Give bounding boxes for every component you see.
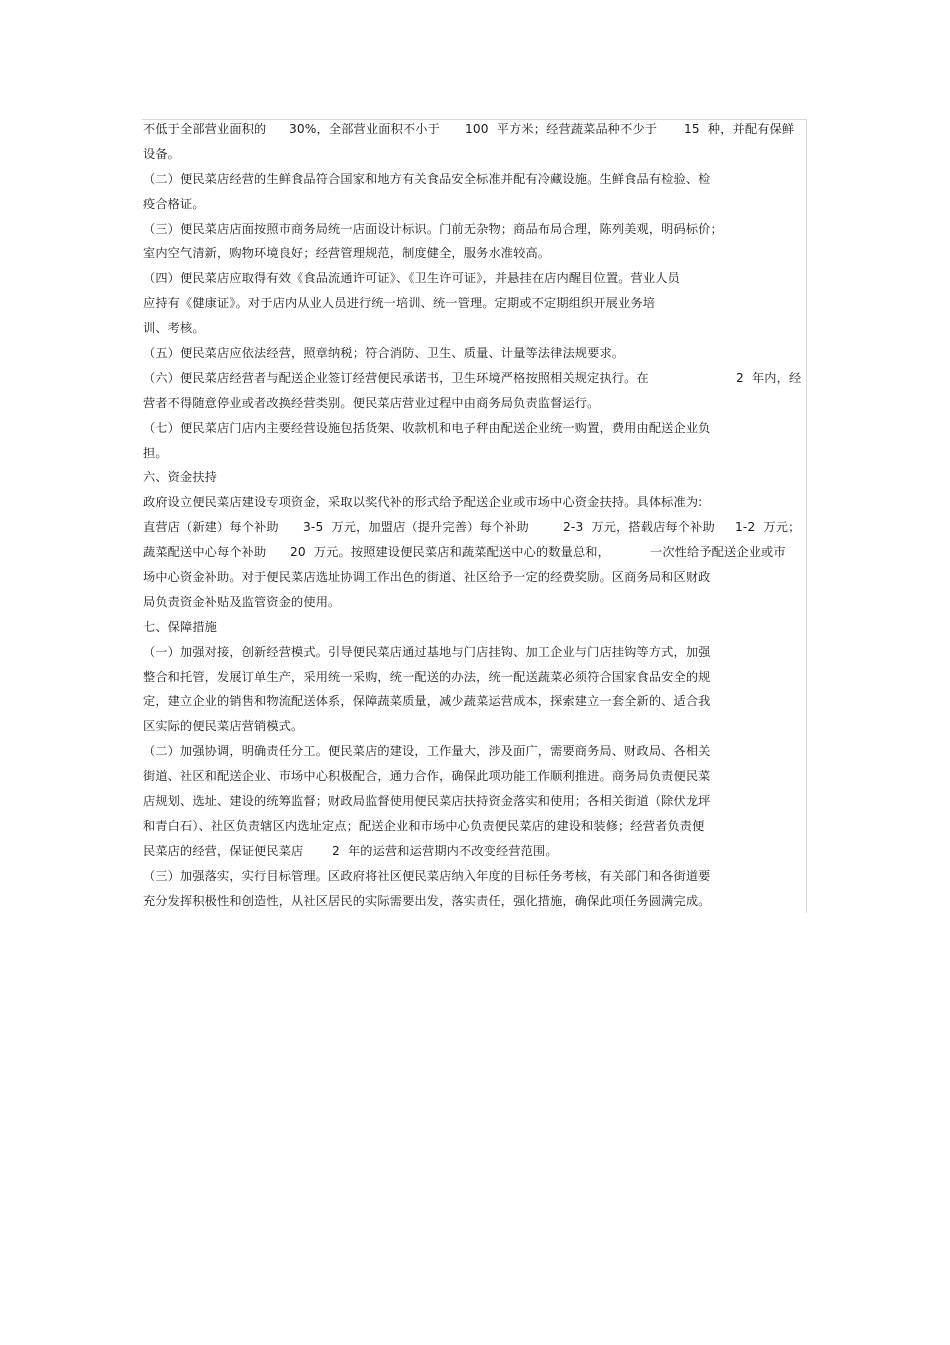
text-line	[143, 241, 808, 266]
text-line	[143, 565, 808, 590]
text-segment: 一次性给予配送企业或市	[650, 545, 786, 560]
text-segment: （六）便民菜店经营者与配送企业签订经营便民承诺书，卫生环境严格按照相关规定执行。在	[143, 370, 649, 385]
text-segment: （五）便民菜店应依法经营，照章纳税；符合消防、卫生、质量、计量等法律法规要求。	[143, 346, 625, 361]
text-line	[143, 341, 808, 366]
text-line	[143, 540, 808, 565]
text-line	[143, 889, 808, 914]
text-line	[143, 689, 808, 714]
text-segment: 应持有《健康证》。对于店内从业人员进行统一培训、统一管理。定期或不定期组织开展业务培	[143, 296, 656, 311]
text-line	[143, 739, 808, 764]
text-segment: 训、考核。	[143, 321, 205, 336]
text-segment: 六、资金扶持	[143, 470, 218, 485]
text-line	[143, 142, 808, 167]
text-line	[143, 366, 808, 391]
text-segment: 室内空气清新，购物环境良好；经营管理规范，制度健全，服务水准较高。	[143, 246, 551, 261]
text-line	[143, 217, 808, 242]
text-line	[143, 192, 808, 217]
text-segment: 七、保障措施	[143, 619, 218, 634]
text-segment: 3-5 万元，加盟店（提升完善）每个补助	[303, 520, 529, 535]
text-segment: 区实际的便民菜店营销模式。	[143, 719, 304, 734]
text-segment: （七）便民菜店门店内主要经营设施包括货架、收款机和电子秤由配送企业统一购置，费用由配送企业负	[143, 420, 711, 435]
text-line	[143, 490, 808, 515]
text-line	[143, 167, 808, 192]
text-segment: 2 年的运营和运营期内不改变经营范围。	[332, 843, 558, 858]
text-segment: （三）加强落实，实行目标管理。区政府将社区便民菜店纳入年度的目标任务考核，有关部门和各街道要	[143, 868, 711, 883]
text-line	[143, 590, 808, 615]
text-line	[143, 515, 808, 540]
text-segment: 疫合格证。	[143, 196, 205, 211]
text-segment: （四）便民菜店应取得有效《食品流通许可证》、《卫生许可证》，并悬挂在店内醒目位置。营业人员	[143, 271, 680, 286]
text-line	[143, 441, 808, 466]
text-segment: （三）便民菜店店面按照市商务局统一店面设计标识。门前无杂物；商品布局合理，陈列美观，明码标价；	[143, 221, 723, 236]
text-segment: 15 种，并配有保鲜	[684, 122, 795, 136]
text-line	[143, 291, 808, 316]
text-segment: 民菜店的经营，保证便民菜店	[143, 843, 304, 858]
text-line	[143, 714, 808, 739]
text-segment: 1-2 万元；	[735, 520, 801, 535]
document-body	[143, 117, 808, 914]
text-segment: 担。	[143, 445, 168, 460]
text-segment: 直营店（新建）每个补助	[143, 520, 279, 535]
text-line	[143, 416, 808, 441]
text-segment: 政府设立便民菜店建设专项资金，采取以奖代补的形式给予配送企业或市场中心资金扶持。具体标准为:	[143, 495, 703, 510]
text-line	[143, 814, 808, 839]
text-segment: 充分发挥积极性和创造性，从社区居民的实际需要出发，落实责任，强化措施，确保此项任务圆满完成。	[143, 893, 711, 908]
text-segment: （一）加强对接，创新经营模式。引导便民菜店通过基地与门店挂钩、加工企业与门店挂钩等方式，加强	[143, 644, 711, 659]
text-segment: 30%，全部营业面积不小于	[289, 122, 440, 136]
text-segment: 20 万元。按照建设便民菜店和蔬菜配送中心的数量总和，	[290, 545, 610, 560]
text-line	[143, 864, 808, 889]
text-segment: 店规划、选址、建设的统筹监督；财政局监督使用便民菜店扶持资金落实和使用；各相关街道（除伏龙坪	[143, 794, 711, 809]
text-segment: 和青白石）、社区负责辖区内选址定点；配送企业和市场中心负责便民菜店的建设和装修；经营者负责便	[143, 818, 705, 833]
text-segment: 2 年内，经	[736, 370, 802, 385]
text-segment: （二）加强协调，明确责任分工。便民菜店的建设，工作量大，涉及面广，需要商务局、财政局、各相关	[143, 744, 711, 759]
text-segment: 街道、社区和配送企业、市场中心积极配合，通力合作，确保此项功能工作顺利推进。商务局负责便民菜	[143, 769, 711, 784]
text-segment: 100 平方米；经营蔬菜品种不少于	[465, 122, 658, 136]
text-segment: 不低于全部营业面积的	[143, 122, 267, 136]
section-heading	[143, 465, 808, 490]
text-line	[143, 316, 808, 341]
text-line	[143, 640, 808, 665]
text-line	[143, 764, 808, 789]
section-heading	[143, 615, 808, 640]
text-line	[143, 839, 808, 864]
text-segment: 局负责资金补贴及监管资金的使用。	[143, 594, 341, 609]
text-segment: （二）便民菜店经营的生鲜食品符合国家和地方有关食品安全标准并配有冷藏设施。生鲜食品有检验、检	[143, 171, 711, 186]
text-line	[143, 391, 808, 416]
text-line	[143, 789, 808, 814]
text-line	[143, 117, 808, 142]
text-segment: 场中心资金补助。对于便民菜店选址协调工作出色的街道、社区给予一定的经费奖励。区商务局和区财政	[143, 570, 711, 585]
text-segment: 营者不得随意停业或者改换经营类别。便民菜店营业过程中由商务局负责监督运行。	[143, 395, 600, 410]
text-segment: 蔬菜配送中心每个补助	[143, 545, 267, 560]
text-segment: 定，建立企业的销售和物流配送体系，保障蔬菜质量，减少蔬菜运营成本，探索建立一套全新的、适合我	[143, 694, 711, 709]
text-line	[143, 266, 808, 291]
text-segment: 整合和托管，发展订单生产，采用统一采购，统一配送的办法，统一配送蔬菜必须符合国家食品安全的规	[143, 669, 711, 684]
text-segment: 2-3 万元，搭载店每个补助	[563, 520, 715, 535]
text-line	[143, 665, 808, 690]
text-segment: 设备。	[143, 146, 181, 161]
